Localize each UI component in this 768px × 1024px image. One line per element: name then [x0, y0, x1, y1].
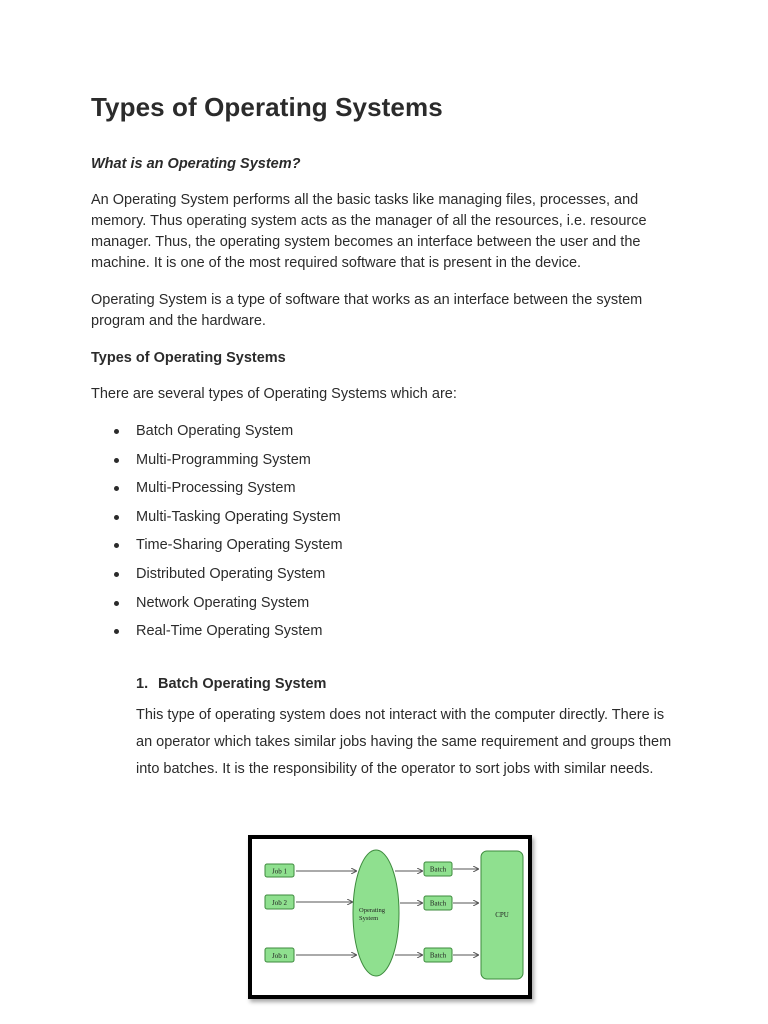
types-intro: There are several types of Operating Systems which are: — [91, 386, 457, 402]
os-label: Operating — [359, 907, 385, 914]
list-item: Multi-Processing System — [91, 478, 591, 507]
batch-number: 1. — [136, 676, 149, 692]
list-item: Time-Sharing Operating System — [91, 535, 591, 564]
definition-paragraph: Operating System is a type of software that works as an interface between the system program and the hardware. — [91, 292, 643, 329]
list-item: Multi-Tasking Operating System — [91, 507, 591, 536]
list-item: Batch Operating System — [91, 421, 591, 450]
page-title: Types of Operating Systems — [91, 92, 443, 122]
types-heading: Types of Operating Systems — [91, 350, 286, 366]
batch-label: Batch — [429, 865, 447, 874]
job-label: Job 1 — [272, 867, 287, 876]
list-item: Real-Time Operating System — [91, 621, 591, 650]
what-is-heading: What is an Operating System? — [91, 156, 301, 172]
batch-heading — [136, 676, 326, 692]
batch-label: Batch — [429, 951, 447, 960]
batch-label: Batch — [429, 899, 447, 908]
cpu-label: CPU — [495, 911, 509, 919]
types-list — [91, 421, 591, 650]
batch-heading-text: Batch Operating System — [158, 676, 327, 692]
list-item: Distributed Operating System — [91, 564, 591, 593]
os-label: System — [359, 915, 379, 922]
batch-description: This type of operating system does not interact with the computer directly. There is an operator which takes similar jobs having the same requirement and groups them into batches. It is the responsibility of the operator to sort jobs with similar needs. — [136, 707, 672, 777]
diagram-svg — [252, 839, 528, 995]
intro-paragraph: An Operating System performs all the basic tasks like managing files, processes, and memory. Thus operating system acts as the manager of all the resources, i.e. resource manager. Thus, the operating system becomes an interface between the user and the machine. It is one of the most required software that is present in the device. — [91, 192, 647, 271]
job-label: Job n — [272, 952, 287, 960]
job-label: Job 2 — [272, 899, 287, 907]
list-item: Network Operating System — [91, 593, 591, 622]
list-item: Multi-Programming System — [91, 450, 591, 479]
batch-os-diagram — [248, 835, 532, 999]
